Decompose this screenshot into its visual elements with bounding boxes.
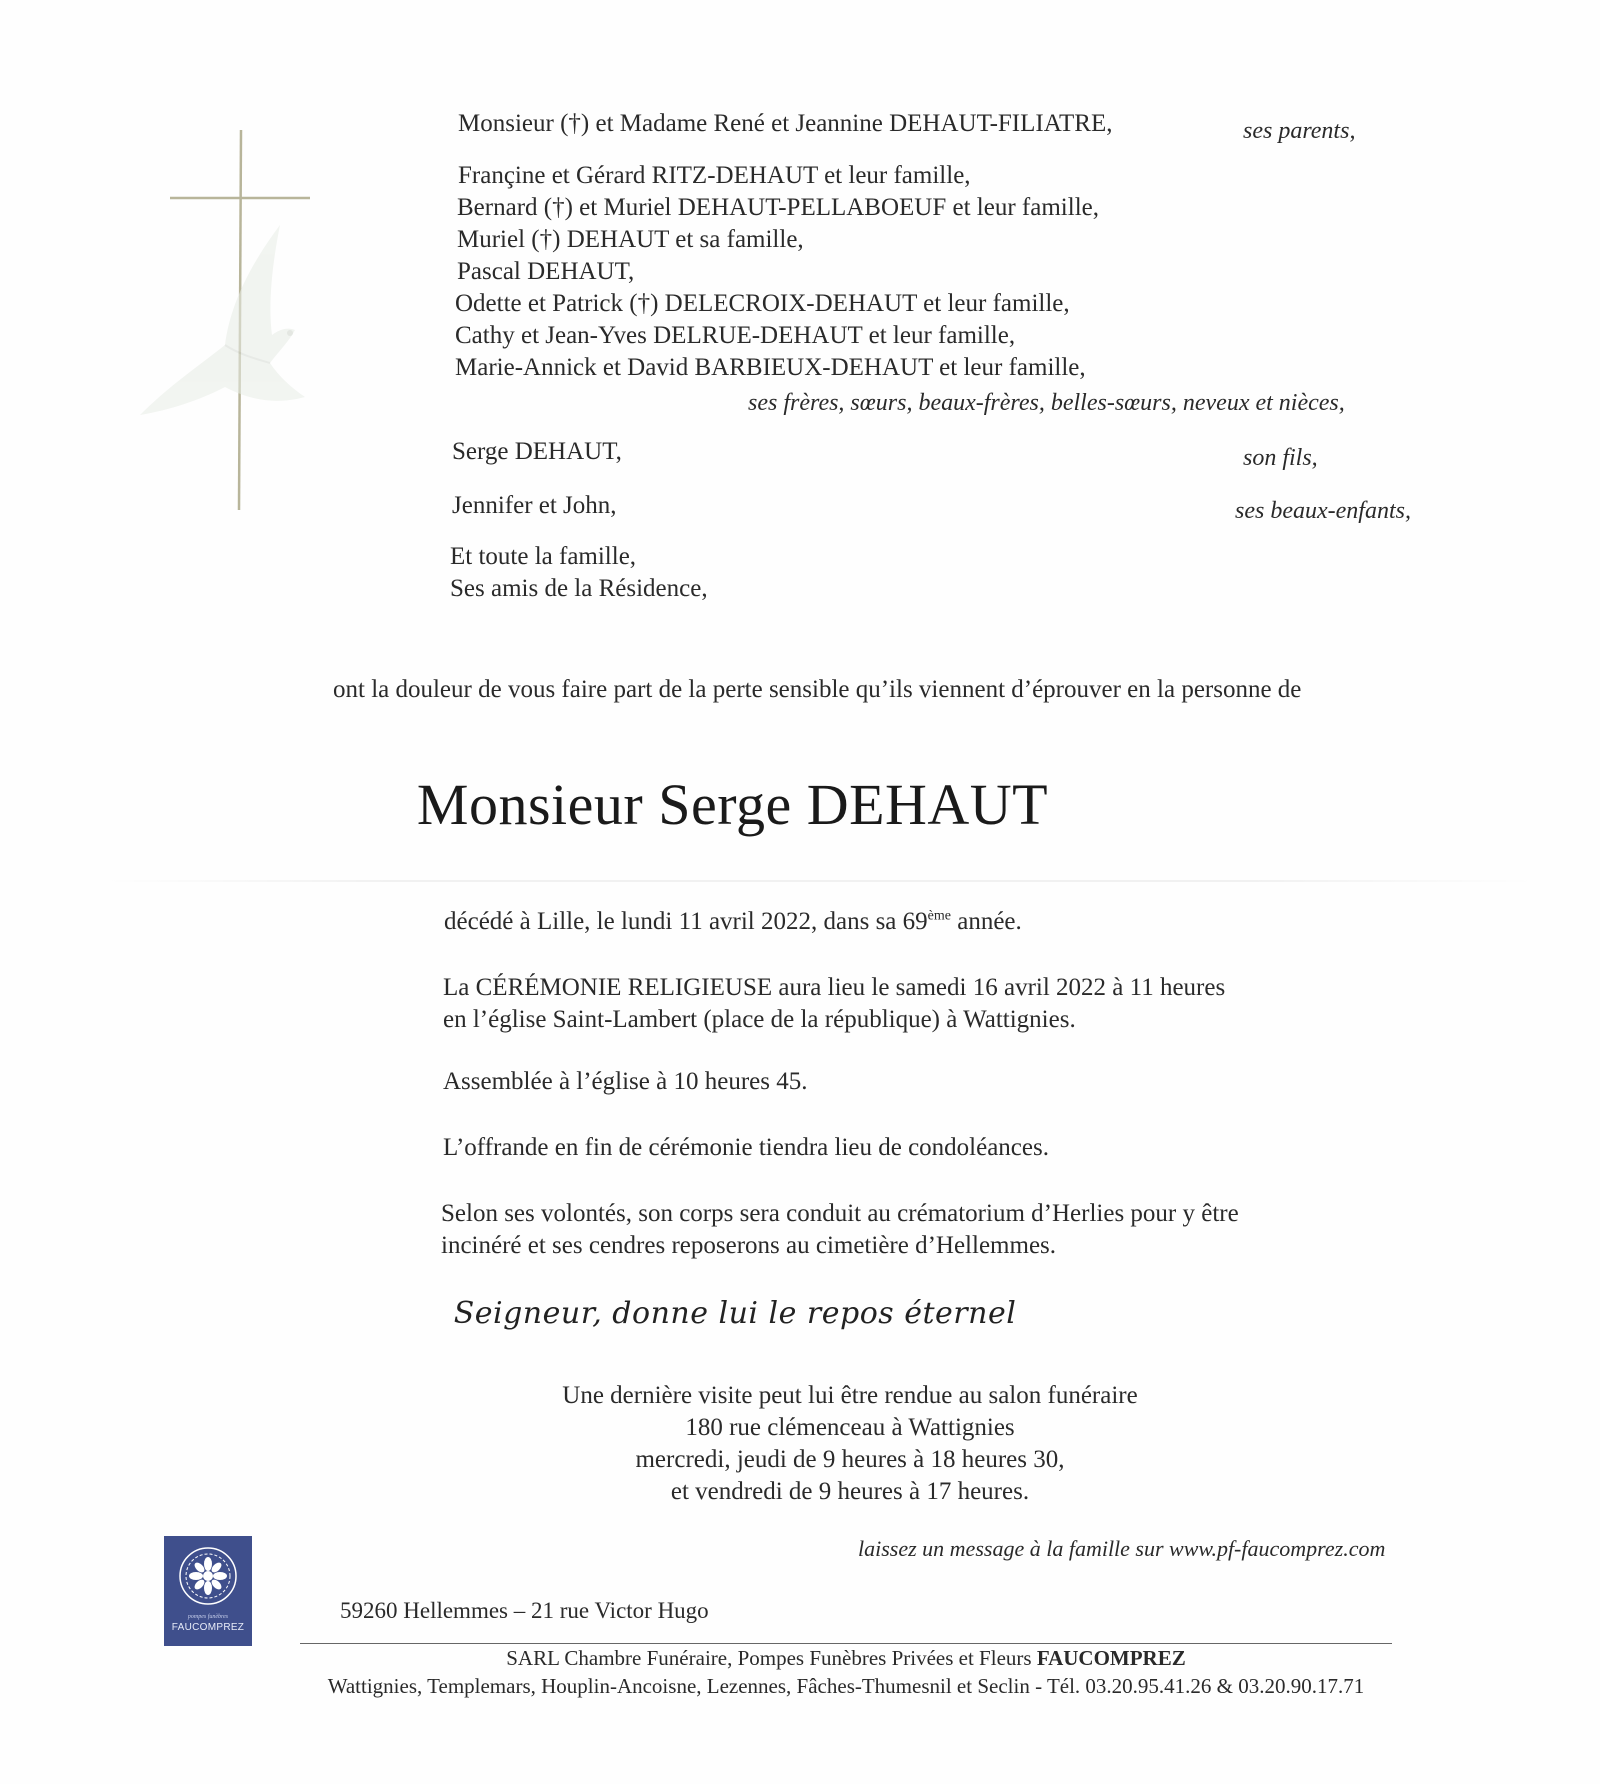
visit-line: et vendredi de 9 heures à 17 heures.	[670, 1478, 1030, 1505]
offering-line: L’offrande en fin de cérémonie tiendra lieu de condoléances.	[443, 1134, 1049, 1161]
logo-small-text: pompes funèbres	[187, 1614, 229, 1620]
sibling-line: Françine et Gérard RITZ-DEHAUT et leur famille,	[458, 162, 971, 189]
cross-dove-icon	[130, 125, 330, 515]
family-line: Et toute la famille,	[450, 543, 637, 570]
wishes-line: incinéré et ses cendres reposerons au cimetière d’Hellemmes.	[441, 1232, 1057, 1259]
footer-company: SARL Chambre Funéraire, Pompes Funèbres Privées et Fleurs FAUCOMPREZ	[506, 1646, 1186, 1670]
footer-locations: Wattignies, Templemars, Houplin-Ancoisne, Lezennes, Fâches-Thumesnil et Seclin - Tél. 03.20.95.41.26 & 03.20.90.17.71	[327, 1674, 1365, 1698]
stepchildren-line: Jennifer et John,	[452, 492, 617, 519]
sibling-line: Odette et Patrick (†) DELECROIX-DEHAUT et leur famille,	[455, 290, 1070, 317]
friends-line: Ses amis de la Résidence,	[450, 575, 708, 602]
address-line: 59260 Hellemmes – 21 rue Victor Hugo	[340, 1598, 709, 1623]
parents-role: ses parents,	[1243, 118, 1356, 144]
message-line: laissez un message à la famille sur www.pf-faucomprez.com	[858, 1536, 1386, 1561]
sibling-line: Cathy et Jean-Yves DELRUE-DEHAUT et leur famille,	[455, 322, 1016, 349]
sibling-line: Pascal DEHAUT,	[457, 258, 635, 285]
son-line: Serge DEHAUT,	[452, 438, 622, 465]
visit-line: 180 rue clémenceau à Wattignies	[685, 1414, 1015, 1441]
stepchildren-role: ses beaux-enfants,	[1235, 498, 1411, 524]
ceremony-line: La CÉRÉMONIE RELIGIEUSE aura lieu le samedi 16 avril 2022 à 11 heures	[443, 974, 1226, 1001]
sibling-line: Bernard (†) et Muriel DEHAUT-PELLABOEUF et leur famille,	[457, 194, 1099, 221]
sibling-line: Muriel (†) DEHAUT et sa famille,	[457, 226, 804, 253]
company-logo	[164, 1536, 252, 1646]
visit-line: Une dernière visite peut lui être rendue au salon funéraire	[562, 1382, 1138, 1409]
death-line: décédé à Lille, le lundi 11 avril 2022, dans sa 69ème année.	[444, 908, 1022, 935]
deceased-name: Monsieur Serge DEHAUT	[416, 772, 1049, 837]
assembly-line: Assemblée à l’église à 10 heures 45.	[443, 1068, 808, 1095]
ceremony-line: en l’église Saint-Lambert (place de la république) à Wattignies.	[443, 1006, 1076, 1033]
announcement-text: ont la douleur de vous faire part de la perte sensible qu’ils viennent d’éprouver en la personne de	[333, 676, 1302, 703]
logo-brand: FAUCOMPREZ	[171, 1622, 245, 1633]
siblings-role: ses frères, sœurs, beaux-frères, belles-sœurs, neveux et nièces,	[748, 390, 1345, 416]
rosette-icon	[176, 1544, 240, 1608]
wishes-line: Selon ses volontés, son corps sera conduit au crématorium d’Herlies pour y être	[441, 1200, 1239, 1227]
visit-info	[420, 1380, 1280, 1508]
prayer-text: Seigneur, donne lui le repos éternel	[453, 1296, 1017, 1331]
parents-line: Monsieur (†) et Madame René et Jeannine DEHAUT-FILIATRE,	[458, 110, 1113, 137]
sibling-line: Marie-Annick et David BARBIEUX-DEHAUT et leur famille,	[455, 354, 1086, 381]
visit-line: mercredi, jeudi de 9 heures à 18 heures 30,	[635, 1446, 1065, 1473]
fold-line	[100, 880, 1540, 882]
son-role: son fils,	[1243, 445, 1318, 471]
